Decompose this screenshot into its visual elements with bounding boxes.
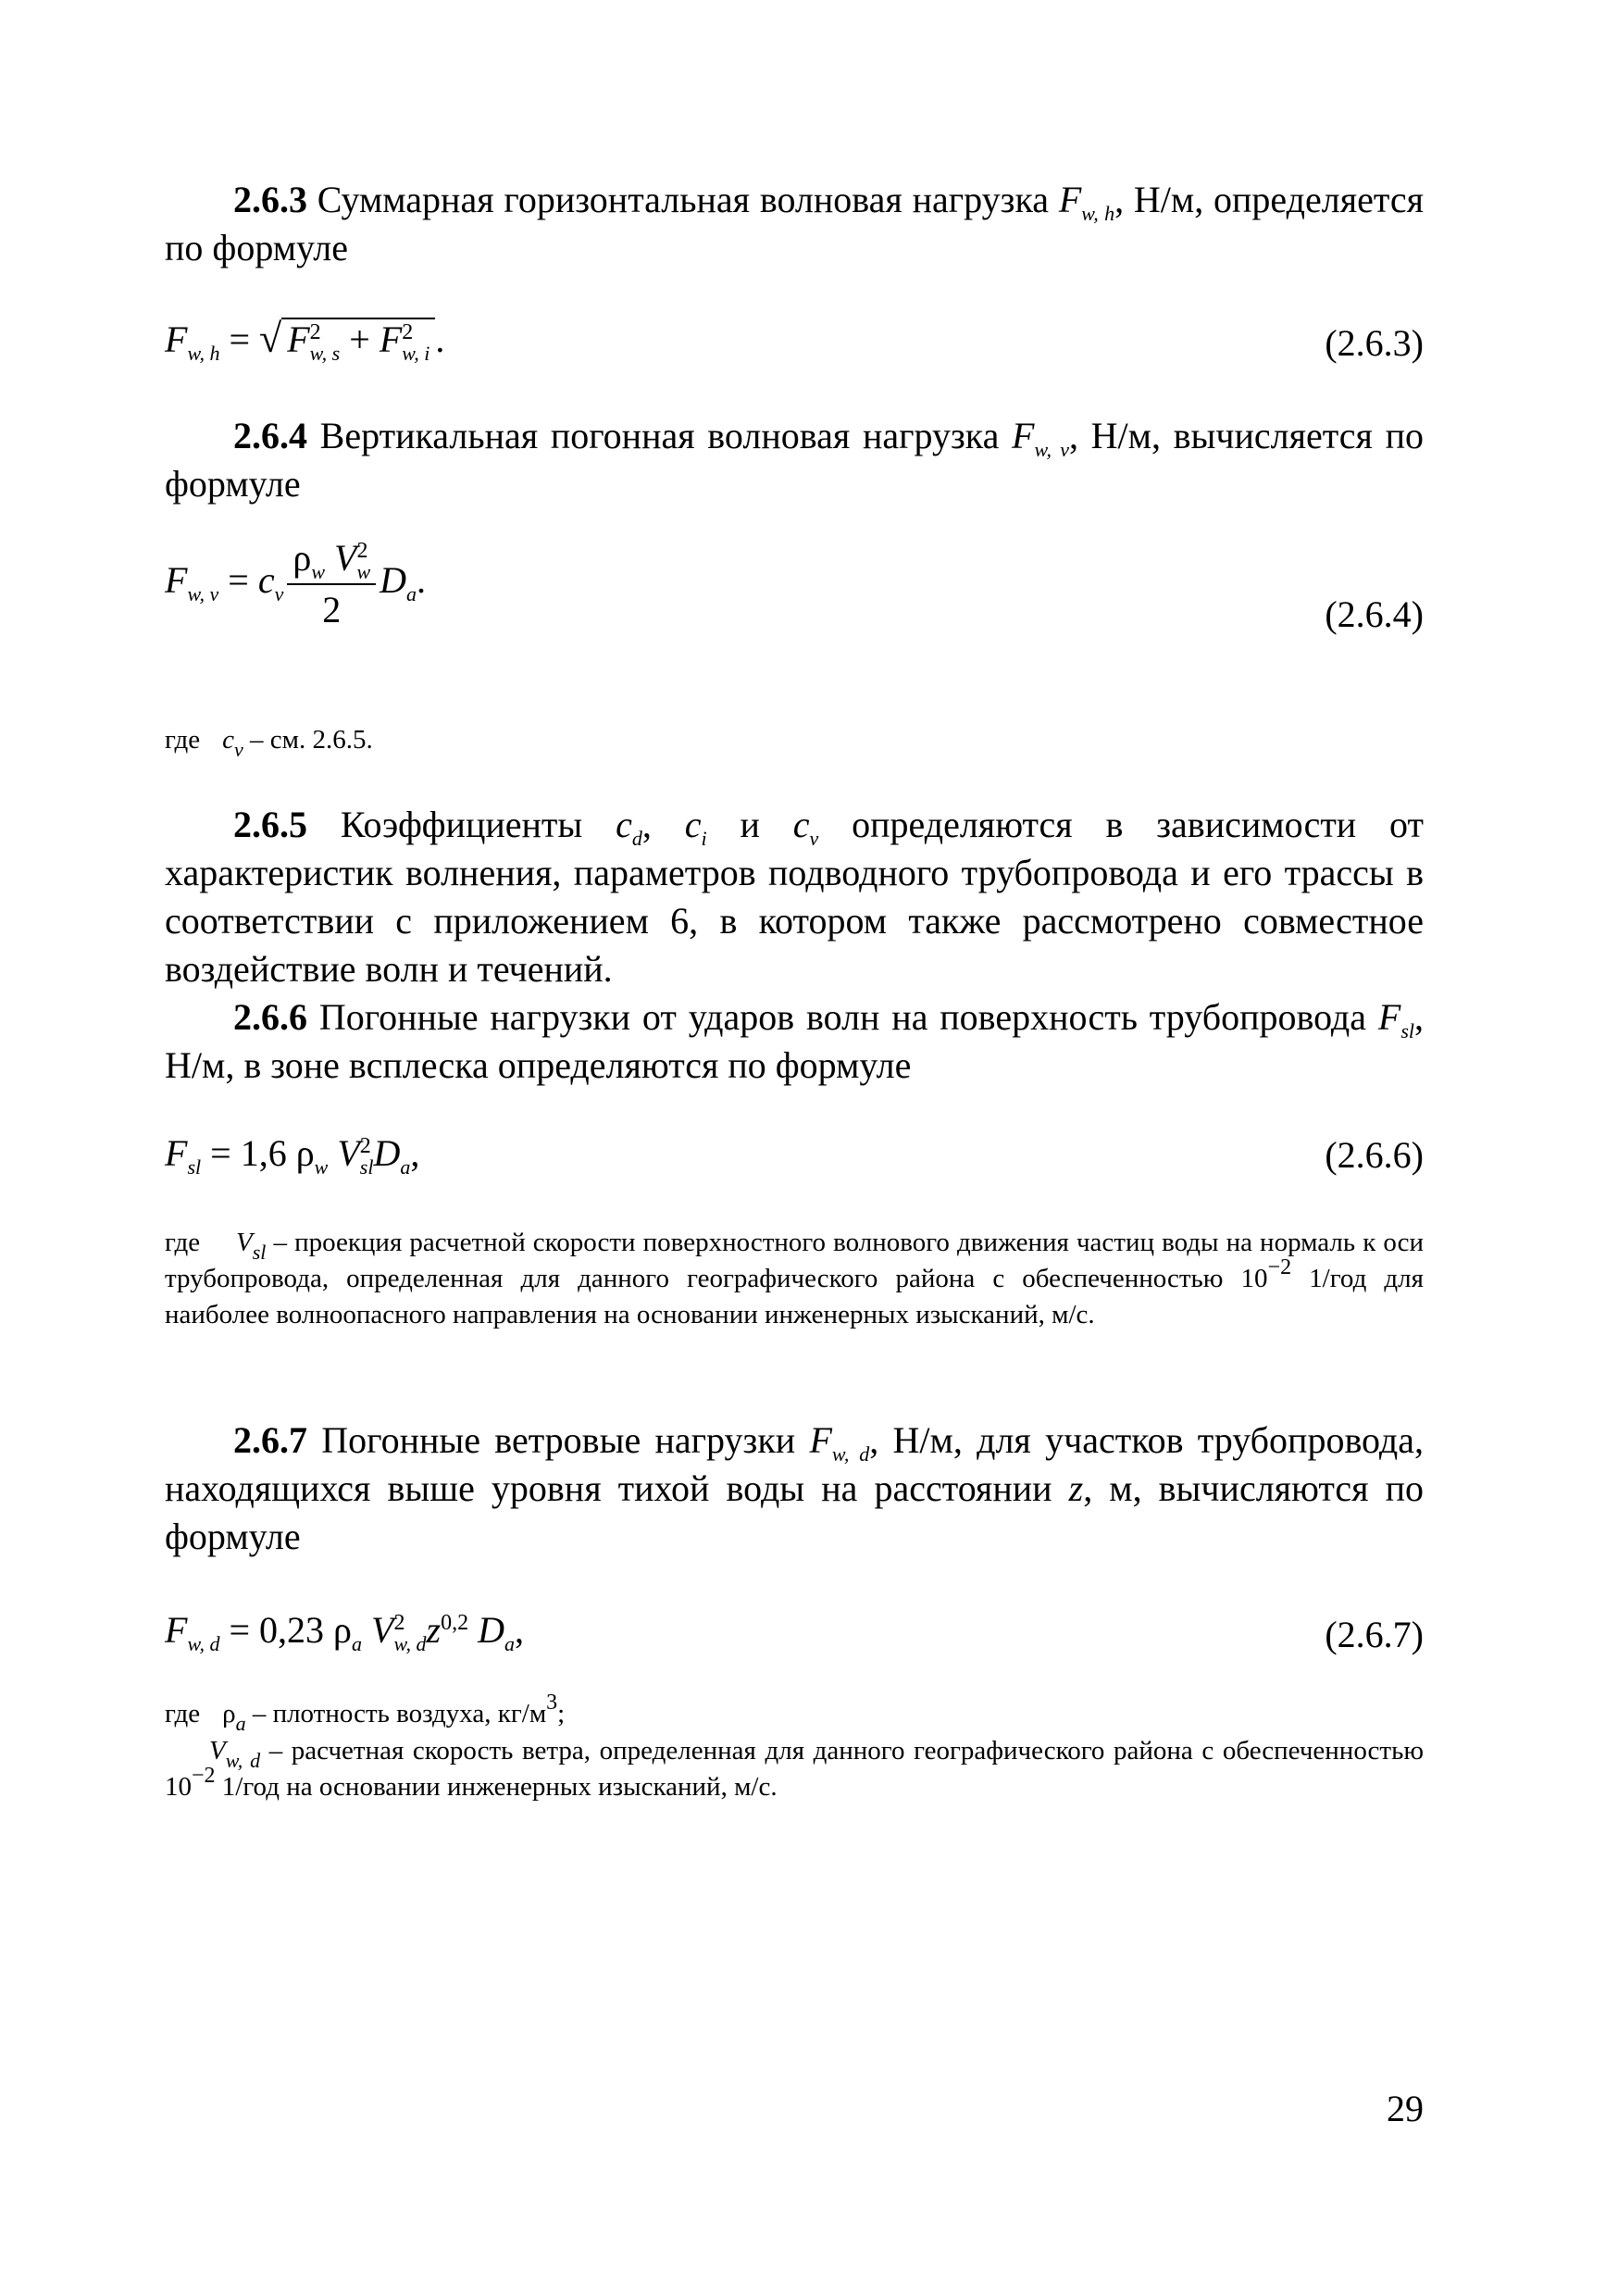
sqrt-expression: $F^2_{w, s} + F^2_{w, i}$ <box>281 318 435 360</box>
paragraph-2-6-7: 2.6.7 Погонные ветровые нагрузки $F_{w, d}$, Н/м, для участков трубопровода, находящихся выше уровня тихой воды на расстоянии z, м, вычисляются по формуле <box>165 1419 1425 1557</box>
formula-number: (2.6.6) <box>1325 1134 1424 1176</box>
formula-number: (2.6.3) <box>1325 322 1424 364</box>
paragraph-2-6-4: 2.6.4 Вертикальная погонная волновая нагрузка $F_{w, v}$, Н/м, вычисляется по формуле <box>165 415 1424 505</box>
fraction: $\frac{\rho_w V^2_w}{2}$ <box>287 537 376 631</box>
paragraph-2-6-3: 2.6.3 Суммарная горизонтальная волновая нагрузка $F_{w, h}$, Н/м, определяется по формуле <box>165 179 1424 268</box>
where-note-2-6-6: где $V_{sl}$ – проекция расчетной скорости поверхностного волнового движения частиц воды на нормаль к оси трубопровода, определенная для данного географического района с обеспеченностью $10^{-2}$ 1/год для наиболее волноопасного направления на основании инженерных изысканий, м/с. <box>165 1228 1424 1329</box>
formula-2-6-7: $F_{w, d} = 0,23$ $\rho_a$ $V^2_{w, d}z^{0,2}$ $D_a$, <box>165 1609 524 1655</box>
section-number: 2.6.4 <box>233 415 307 456</box>
where-note-2-6-4: где $c_v$ – см. 2.6.5. <box>165 725 373 761</box>
section-number: 2.6.3 <box>233 179 307 220</box>
page-number: 29 <box>1387 2088 1424 2129</box>
where-note-2-6-7-v: $V_{w, d}$ – расчетная скорость ветра, определенная для данного географического района с обеспеченностью $10^{-2}$ 1/год на основании инженерных изысканий, м/с. <box>165 1736 1424 1802</box>
formula-2-6-4: $F_{w, v} = c_v$ $\frac{\rho_w V^2_w}{2}$ $D_a$. <box>165 537 427 630</box>
formula-number: (2.6.7) <box>1325 1614 1424 1655</box>
section-number: 2.6.5 <box>233 804 307 845</box>
formula-2-6-6: $F_{sl} = 1,6$ $\rho_w$ $V^2_{sl}D_a$, <box>165 1132 420 1179</box>
formula-2-6-3: $F_{w, h}$ = √ $F^2_{w, s} + F^2_{w, i}$ . <box>165 316 445 365</box>
paragraph-2-6-6: 2.6.6 Погонные нагрузки от ударов волн на поверхность трубопровода $F_{sl}$, Н/м, в зоне всплеска определяются по формуле <box>165 996 1424 1086</box>
formula-number: (2.6.4) <box>1325 593 1424 635</box>
where-note-2-6-7-rho: где $\rho_a$ – плотность воздуха, $кг/м^3$; <box>165 1691 566 1735</box>
paragraph-2-6-5: 2.6.5 Коэффициенты $c_d$, $c_i$ и $c_v$ определяются в зависимости от характеристик волнения, параметров подводного трубопровода и его трассы в соответствии с приложением 6, в котором также рассмотрено совместное воздействие волн и течений. <box>165 804 1425 990</box>
section-number: 2.6.7 <box>233 1419 307 1461</box>
section-number: 2.6.6 <box>233 996 307 1038</box>
